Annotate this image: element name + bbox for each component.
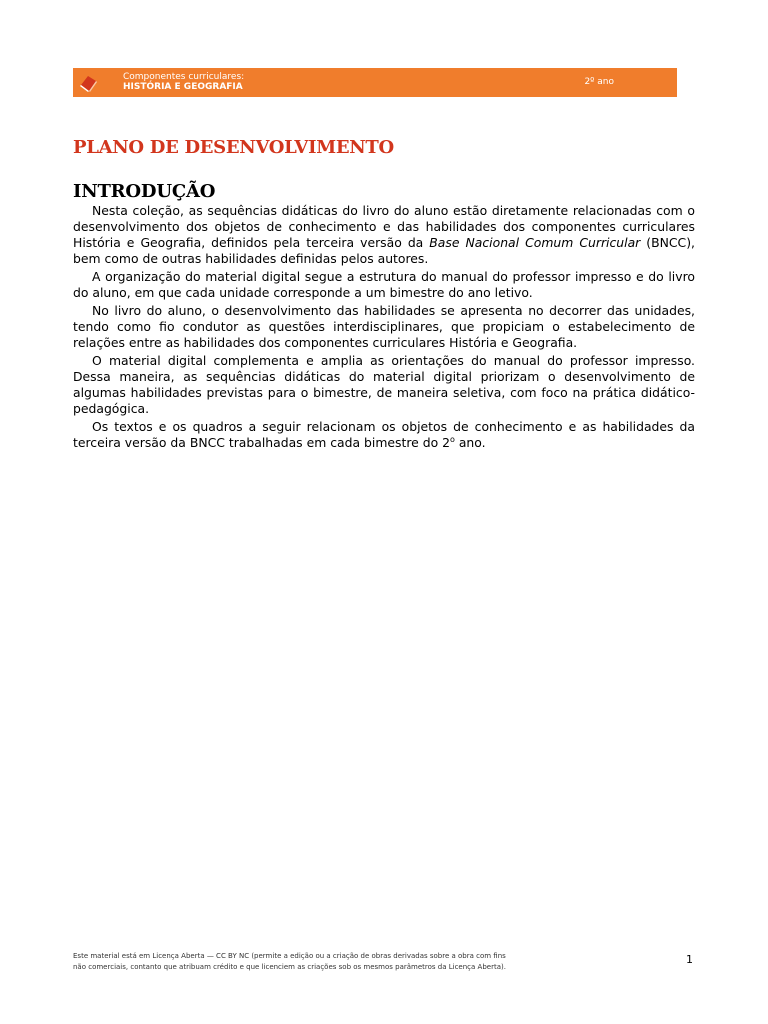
paragraph-1 [73,203,695,267]
header-bar [73,68,677,97]
paragraph-5 [73,419,695,451]
paragraph-5-text-a: Os textos e os quadros a seguir relacionam os objetos de conhecimento e as habilidades da terceira versão da BNCC trabalhadas em cada bimestre do 2 [73,419,695,450]
paragraph-5-text-b: ano. [454,435,486,450]
page-title: PLANO DE DESENVOLVIMENTO [73,137,394,158]
paragraph-4: O material digital complementa e amplia as orientações do manual do professor impresso. Dessa maneira, as sequências didáticas do material digital priorizam o desenvolvimento de algumas habilidades previstas para o bimestre, de maneira seletiva, com foco na prática didático-pedagógica. [73,353,695,416]
footer-license [73,951,593,973]
paragraph-3: No livro do aluno, o desenvolvimento das habilidades se apresenta no decorrer das unidades, tendo como fio condutor as questões interdisciplinares, que propiciam o estabelecimento de relações entre as habilidades dos componentes curriculares História e Geografia. [73,303,695,350]
license-line-2: não comerciais, contanto que atribuam crédito e que licenciem as criações sob os mesmos parâmetros da Licença Aberta). [73,963,506,971]
book-logo-icon [79,73,99,93]
paragraph-1-text-b: (BNCC), bem como de outras habilidades definidas pelos autores. [73,235,695,266]
header-subject-name: HISTÓRIA E GEOGRAFIA [123,82,243,92]
paragraph-5-sup: o [449,434,455,444]
header-subject-label: Componentes curriculares: [123,72,245,82]
header-grade: 2º ano [584,77,614,87]
paragraph-1-italic: Base Nacional Comum Curricular [429,235,641,250]
paragraph-1-text-a: Nesta coleção, as sequências didáticas do livro do aluno estão diretamente relacionadas com o desenvolvimento dos objetos de conhecimento e das habilidades dos componentes curriculares História e Geografia, definidos pela terceira versão da [73,203,695,250]
body-text [73,203,695,453]
page-number: 1 [686,953,693,966]
paragraph-2: A organização do material digital segue a estrutura do manual do professor impresso e do livro do aluno, em que cada unidade corresponde a um bimestre do ano letivo. [73,269,695,300]
header-subject [123,72,244,92]
section-heading: INTRODUÇÃO [73,181,216,202]
license-line-1: Este material está em Licença Aberta — CC BY NC (permite a edição ou a criação de obras derivadas sobre a obra com fins [73,952,506,960]
